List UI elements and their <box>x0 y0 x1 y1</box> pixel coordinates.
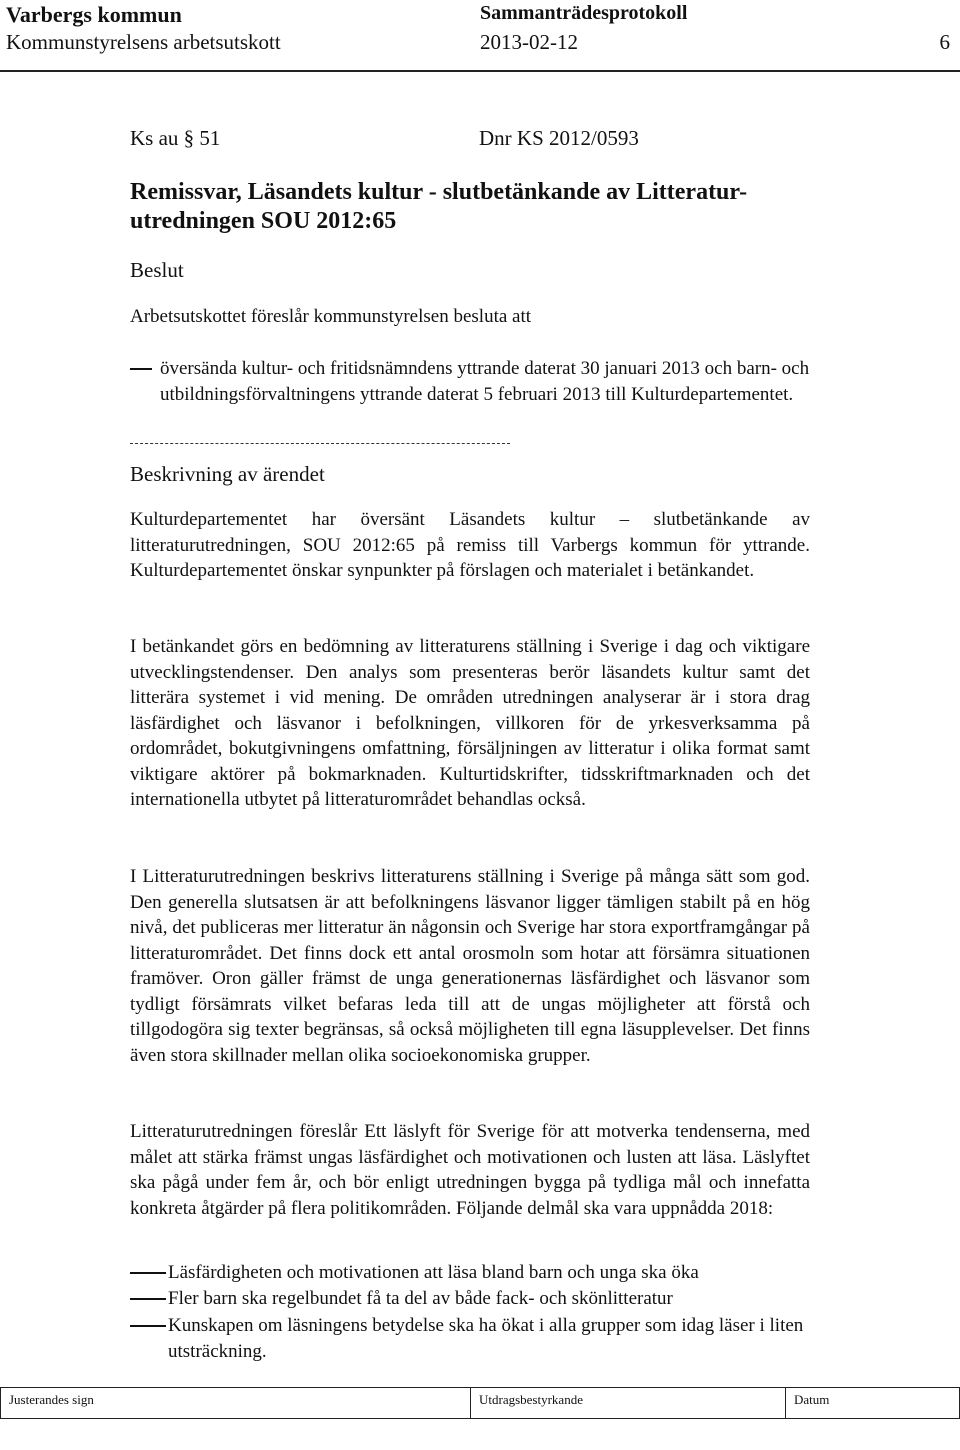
organization-name: Varbergs kommun <box>6 2 182 27</box>
paragraph-text: I Litteraturutredningen beskrivs litteraturens ställning i Sverige på många sätt som god. Den generella slutsatsen är att befolkningens läsvanor ligger tämligen stabilt på en hög nivå, det publiceras mer litteratur än någonsin och Sverige har stora exportframgångar på litteraturområdet. Det finns dock ett antal orosmoln som hotar att försämra situationen framöver. Oron gäller främst de unga generationernas läsfärdighet och läsvanor som tydligt försämrats vilket befaras leda till att de ungas möjligheter att förstå och tillgodogöra sig texter begränsas, så också möjligheten till egna läsupplevelser. Det finns även stora skillnader mellan olika socioekonomiska grupper. <box>130 866 810 1066</box>
diary-number: Dnr KS 2012/0593 <box>479 126 639 150</box>
meeting-date: 2013-02-12 <box>480 30 578 54</box>
utdragsbestyrkande-cell <box>471 1388 786 1418</box>
paragraph-3 <box>130 864 810 1068</box>
case-number: Ks au § 51 <box>130 126 221 150</box>
utdragsbestyrkande-label: Utdragsbestyrkande <box>479 1392 583 1407</box>
dash-bullet <box>130 1272 166 1274</box>
goal-text: Fler barn ska regelbundet få ta del av både fack- och skönlitteratur <box>168 1288 673 1309</box>
dash-bullet <box>130 1325 166 1327</box>
signature-footer <box>0 1387 960 1419</box>
paragraph-1 <box>130 507 810 584</box>
beslut-heading: Beslut <box>130 258 184 282</box>
beslut-item <box>130 356 810 407</box>
paragraph-text: Kulturdepartementet har översänt Läsandets kultur – slutbetänkande av litteraturutredningen, SOU 2012:65 på remiss till Varbergs kommun för yttrande. Kulturdepartementet önskar synpunkter på förslagen och materialet i betänkandet. <box>130 509 810 581</box>
datum-cell <box>786 1388 959 1418</box>
dash-bullet <box>130 1298 166 1300</box>
goal-item <box>130 1286 820 1312</box>
section-separator <box>130 443 510 444</box>
dash-bullet <box>130 368 152 370</box>
committee-name: Kommunstyrelsens arbetsutskott <box>6 30 281 54</box>
goal-text: Läsfärdigheten och motivationen att läsa bland barn och unga ska öka <box>168 1262 699 1283</box>
beskrivning-heading: Beskrivning av ärendet <box>130 462 325 486</box>
justerandes-sign-label: Justerandes sign <box>9 1392 94 1407</box>
justerandes-sign-cell <box>1 1388 471 1418</box>
paragraph-4 <box>130 1119 810 1221</box>
header-divider <box>0 70 960 72</box>
beslut-item-text: översända kultur- och fritidsnämndens yttrande daterat 30 januari 2013 och barn- och utbildningsförvaltningens yttrande daterat 5 februari 2013 till Kulturdepartementet. <box>160 358 810 405</box>
datum-label: Datum <box>794 1392 830 1407</box>
goal-item <box>130 1313 820 1364</box>
paragraph-text: Litteraturutredningen föreslår Ett läslyft för Sverige för att motverka tendenserna, med målet att stärka främst ungas läsfärdighet och motivationen och lusten att läsa. Läslyftet ska pågå under fem år, och bör enligt utredningen bygga på tydliga mål och innefatta konkreta åtgärder på flera politikområden. Följande delmål ska vara uppnådda 2018: <box>130 1121 810 1219</box>
goal-item <box>130 1260 820 1286</box>
paragraph-2 <box>130 634 810 813</box>
page-number: 6 <box>939 30 950 54</box>
document-type: Sammanträdesprotokoll <box>480 2 688 24</box>
case-title: Remissvar, Läsandets kultur - slutbetänkande av Litteratur-utredningen SOU 2012:65 <box>130 179 748 234</box>
goal-text: Kunskapen om läsningens betydelse ska ha ökat i alla grupper som idag läser i liten utsträckning. <box>168 1315 804 1362</box>
paragraph-text: I betänkandet görs en bedömning av litteraturens ställning i Sverige i dag och viktigare utvecklingstendenser. Den analys som presenteras berör läsandets kultur samt det litterära systemet i vid mening. De områden utredningen analyserar är i stora drag läsfärdighet och läsvanor i befolkningen, villkoren för de yrkesverksamma på ordområdet, bokutgivningens omfattning, försäljningen av litteratur i olika format samt viktigare aktörer på bokmarknaden. Kulturtidskrifter, tidsskriftmarknaden och det internationella utbytet på litteraturområdet behandlas också. <box>130 636 810 810</box>
beslut-intro: Arbetsutskottet föreslår kommunstyrelsen besluta att <box>130 306 532 327</box>
